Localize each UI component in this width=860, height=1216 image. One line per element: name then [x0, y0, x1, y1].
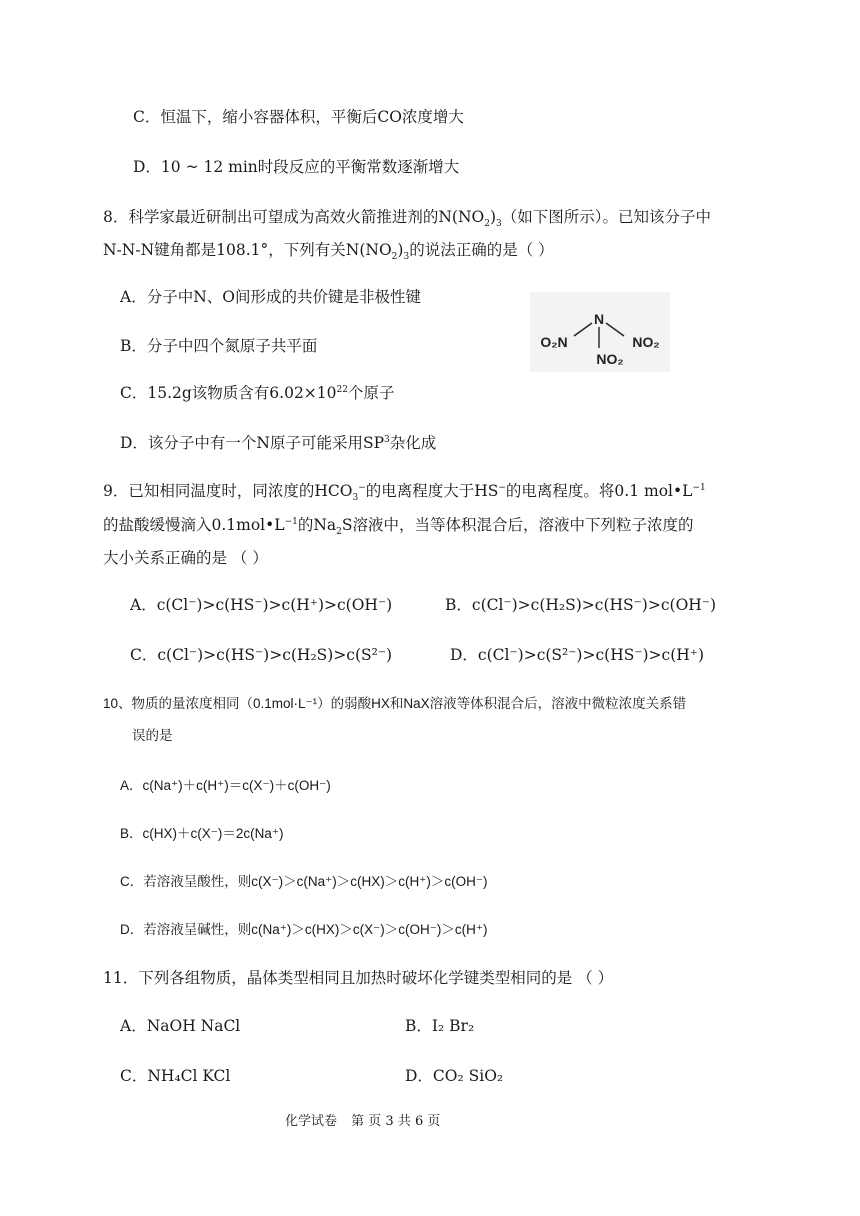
q9-stem-line3: 大小关系正确的是 （ ）	[103, 549, 268, 567]
q9-stem-line2: 的盐酸缓慢滴入$0.1mol•L^{-1}$的$Na_2S$溶液中，当等体积混合后，溶液中下列粒子浓度的	[103, 516, 694, 538]
q9-stem-line1: 9．已知相同温度时，同浓度的$HCO_3^-$的电离程度大于HS−的电离程度。将0.1 $mol•L^{-1}$	[103, 482, 706, 504]
q10-option-d: D．若溶液呈碱性，则c(Na⁺)＞c(HX)＞c(X⁻)＞c(OH⁻)＞c(H⁺)	[120, 922, 488, 937]
q8-stem-line1: 8．科学家最近研制出可望成为高效火箭推进剂的$N(NO_2)_3$（如下图所示）。已知该分子中	[103, 208, 712, 230]
q11-option-d: D．CO₂ SiO₂	[405, 1067, 504, 1085]
q8-option-b: B．分子中四个氮原子共平面	[120, 337, 318, 355]
q9-option-c: C．c(Cl⁻)>c(HS⁻)>c(H₂S)>c(S²⁻)	[130, 646, 393, 664]
q10-option-b: B．c(HX)＋c(X⁻)＝2c(Na⁺)	[120, 826, 284, 841]
q11-option-c: C．NH₄Cl KCl	[120, 1067, 231, 1085]
footer-page-number: 第 页 3 共 6 页	[351, 1114, 441, 1129]
group-no2-bottom: NO₂	[596, 351, 624, 367]
molecule-figure	[530, 292, 670, 372]
page-footer	[285, 1110, 450, 1129]
q9-option-d: D．c(Cl⁻)>c(S²⁻)>c(HS⁻)>c(H⁺)	[450, 646, 705, 664]
q10-option-c: C．若溶液呈酸性，则c(X⁻)＞c(Na⁺)＞c(HX)＞c(H⁺)＞c(OH⁻)	[120, 874, 488, 889]
q8-stem-line2: N-N-N键角都是108.1°，下列有关$N(NO_2)_3$的说法正确的是（ ）	[103, 241, 554, 263]
q11-option-b: B．I₂ Br₂	[405, 1017, 475, 1035]
q7-option-c: C．恒温下，缩小容器体积，平衡后CO浓度增大	[133, 108, 464, 126]
q10-stem-line2: 误的是	[132, 728, 173, 743]
q10-stem-line1: 10、物质的量浓度相同（0.1mol·L⁻¹）的弱酸HX和NaX溶液等体积混合后，溶液中微粒浓度关系错	[103, 696, 687, 711]
q11-option-a: A．NaOH NaCl	[120, 1017, 241, 1035]
group-o2n-left: O₂N	[540, 334, 568, 350]
q8-option-c: C．15.2g该物质含有$6.02\times 10^{22}$个原子	[120, 384, 395, 402]
q8-option-d: D．该分子中有一个N原子可能采用$SP^3$杂化成	[120, 434, 437, 452]
q8-option-a: A．分子中N、O间形成的共价键是非极性键	[120, 288, 421, 306]
q7-option-d: D．10 ~ 12 min时段反应的平衡常数逐渐增大	[133, 158, 460, 176]
bond-right	[606, 323, 624, 336]
q11-stem: 11．下列各组物质，晶体类型相同且加热时破坏化学键类型相同的是 （ ）	[103, 969, 614, 987]
q9-option-a: A．c(Cl⁻)>c(HS⁻)>c(H⁺)>c(OH⁻)	[130, 596, 393, 614]
atom-n-center: N	[593, 311, 605, 327]
group-no2-right: NO₂	[632, 334, 660, 350]
footer-subject: 化学试卷	[285, 1114, 338, 1129]
bond-left	[574, 323, 592, 336]
q9-option-b: B．c(Cl⁻)>c(H₂S)>c(HS⁻)>c(OH⁻)	[445, 596, 717, 614]
q10-option-a: A．c(Na⁺)＋c(H⁺)＝c(X⁻)＋c(OH⁻)	[120, 778, 331, 793]
